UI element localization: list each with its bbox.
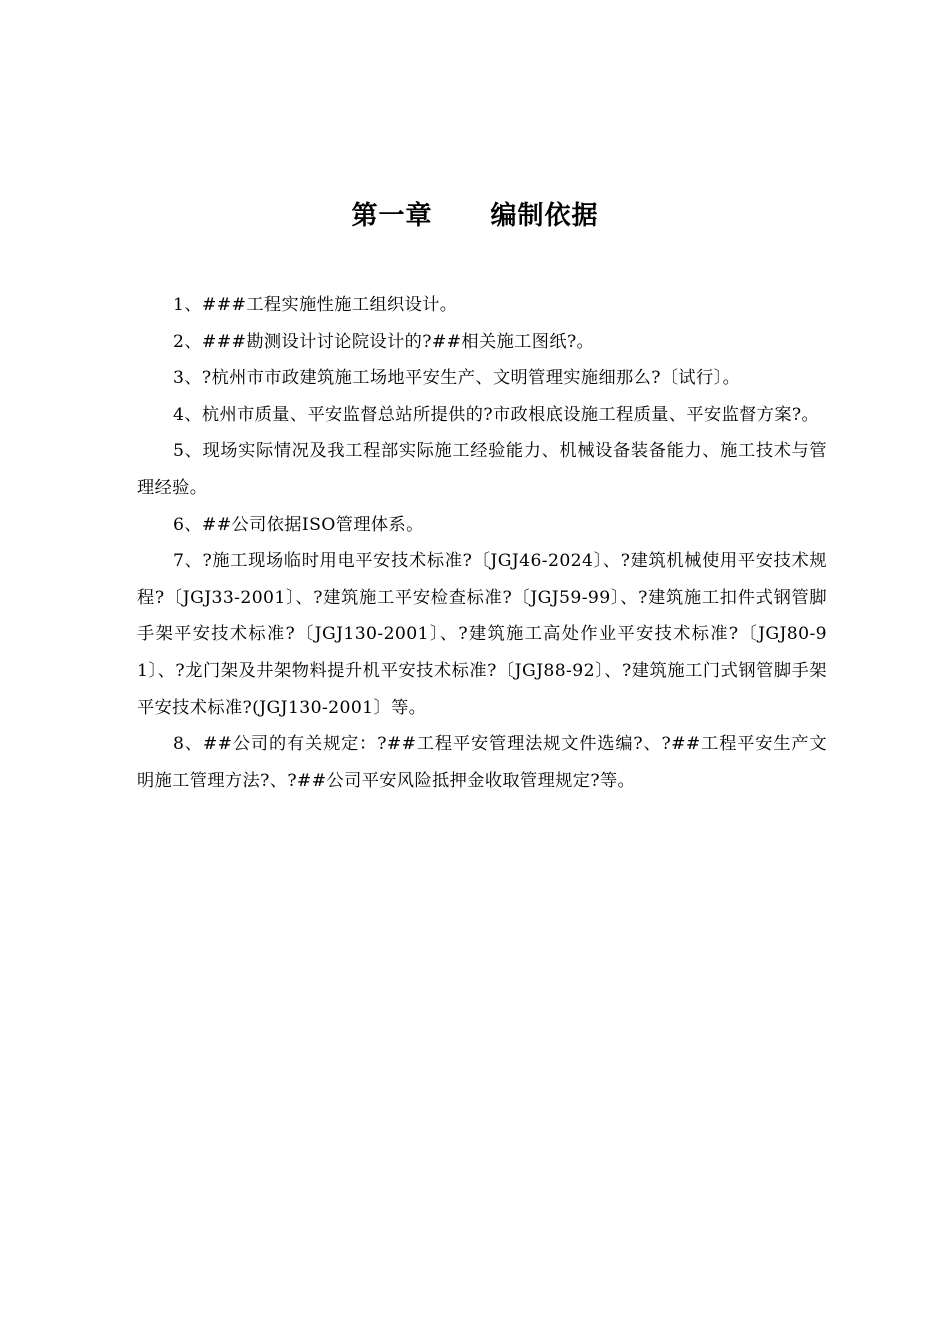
chapter-number: 第一章 bbox=[351, 201, 433, 231]
document-body bbox=[137, 287, 827, 799]
paragraph-7: 7、?施工现场临时用电平安技术标准?〔JGJ46-2024〕、?建筑机械使用平安技术规程?〔JGJ33-2001〕、?建筑施工平安检查标准?〔JGJ59-99〕、?建筑施工扣件式钢管脚手架平安技术标准?〔JGJ130-2001〕、?建筑施工高处作业平安技术标准?〔JGJ80-91〕、?龙门架及井架物料提升机平安技术标准?〔JGJ88-92〕、?建筑施工门式钢管脚手架平安技术标准?(JGJ130-2001〕等。 bbox=[137, 551, 827, 718]
paragraph-2: 2、###勘测设计讨论院设计的?##相关施工图纸?。 bbox=[173, 331, 595, 352]
chapter-name: 编制依据 bbox=[490, 201, 599, 231]
paragraph-4: 4、杭州市质量、平安监督总站所提供的?市政根底设施工程质量、平安监督方案?。 bbox=[173, 404, 820, 425]
paragraph-6: 6、##公司依据ISO管理体系。 bbox=[173, 514, 424, 535]
paragraph-3: 3、?杭州市市政建筑施工场地平安生产、文明管理实施细那么?〔试行〕。 bbox=[173, 368, 741, 389]
paragraph-1: 1、###工程实施性施工组织设计。 bbox=[173, 295, 458, 315]
paragraph-5: 5、现场实际情况及我工程部实际施工经验能力、机械设备装备能力、施工技术与管理经验。 bbox=[137, 441, 827, 498]
paragraph-8: 8、##公司的有关规定：?##工程平安管理法规文件选编?、?##工程平安生产文明施工管理方法?、?##公司平安风险抵押金收取管理规定?等。 bbox=[137, 734, 827, 791]
chapter-title bbox=[0, 196, 950, 236]
